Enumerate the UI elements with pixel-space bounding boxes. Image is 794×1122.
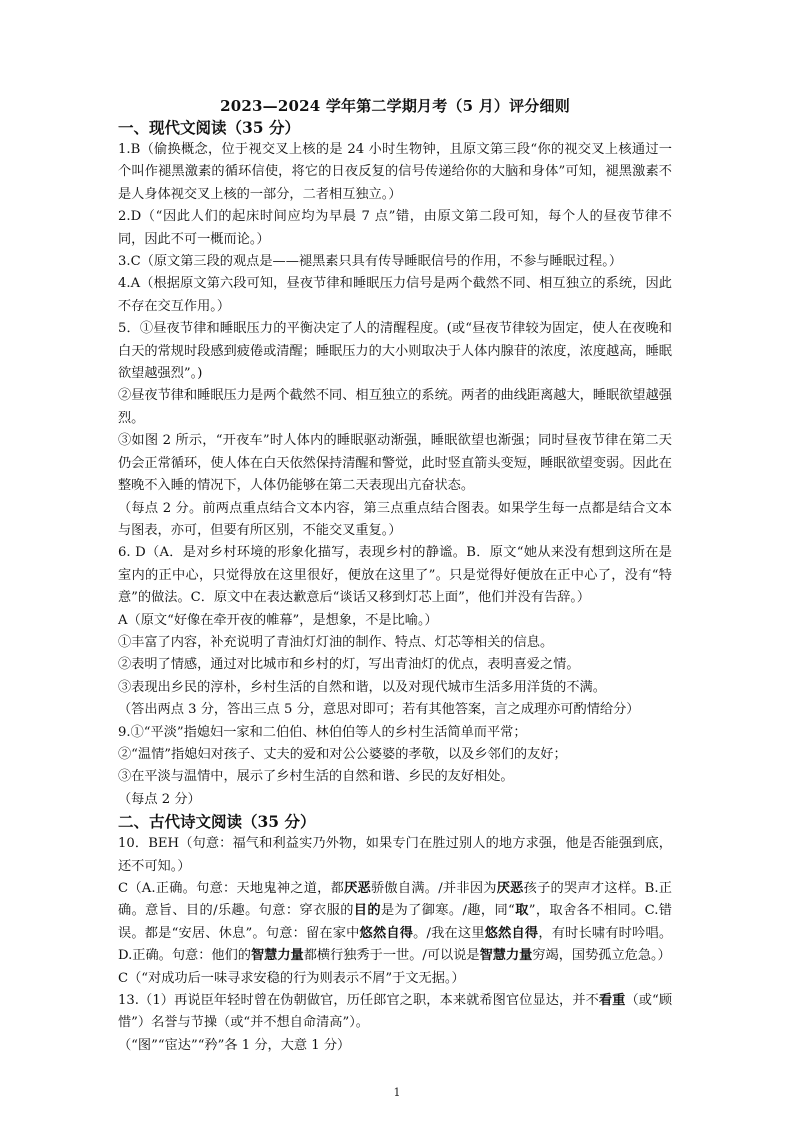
page-number: 1 — [393, 1086, 401, 1099]
section-heading: 一、现代文阅读（35 分） — [118, 118, 300, 137]
section-heading: 二、古代诗文阅读（35 分） — [118, 812, 316, 832]
answer-paragraph: 13.（1）再说臣年轻时曾在伪朝做官，历任郎官之职，本来就希图官位显达，并不看重（或“顾惜”）名誉与节操（或“并不想自命清高”）。 — [118, 993, 673, 1031]
answer-paragraph: ②昼夜节律和睡眠压力是两个截然不同、相互独立的系统。两者的曲线距离越大，睡眠欲望越强烈。 — [118, 388, 672, 426]
answer-paragraph: 4.A（根据原文第六段可知，昼夜节律和睡眠压力信号是两个截然不同、相互独立的系统，因此不存在交互作用。） — [118, 276, 672, 314]
answer-paragraph: 6. D（A．是对乡村环境的形象化描写，表现乡村的静谧。B．原文“她从来没有想到这所在是室内的正中心，只觉得放在这里很好，便放在这里了”。只是觉得好便放在正中心了，没有“特意”的做法。C．原文中在表达歉意后“谈话又移到灯芯上面”，他们并没有告辞。） — [118, 545, 672, 606]
document-title: 2023—2024 学年第二学期月考（5 月）评分细则 — [220, 97, 570, 115]
answer-paragraph: C（A.正确。句意：天地鬼神之道，都厌恶骄傲自满。/并非因为厌恶孩子的哭声才这样。B.正确。意旨、目的/乐趣。句意：穿衣服的目的是为了御寒。/趣，同“取”，取舍各不相同。C.错误。都是“安居、休息”。句意：留在家中悠然自得。/我在这里悠然自得，有时长啸有时吟唱。D.正确。句意：他们的智慧力量都横行独秀于一世。/可以说是智慧力量穷竭，国势孤立危急。） — [118, 881, 673, 964]
answer-paragraph: ②表明了情感，通过对比城市和乡村的灯，写出青油灯的优点，表明喜爱之情。 — [118, 657, 580, 673]
answer-paragraph: A（原文“好像在牵开夜的帷幕”，是想象，不是比喻。） — [118, 612, 438, 628]
answer-paragraph: C（“对成功后一味寻求安稳的行为则表示不屑”于文无据。） — [118, 970, 465, 986]
answer-paragraph: ③表现出乡民的淳朴，乡村生活的自然和谐，以及对现代城市生活多用洋货的不满。 — [118, 679, 606, 695]
answer-paragraph: ①丰富了内容，补充说明了青油灯灯油的制作、特点、灯芯等相关的信息。 — [118, 634, 554, 650]
answer-paragraph: 10．BEH（句意：福气和利益实乃外物，如果专门在胜过别人的地方求强，他是否能强到底，还不可知。） — [118, 836, 672, 874]
answer-paragraph: 9.①“平淡”指媳妇一家和二伯伯、林伯伯等人的乡村生活简单而平常； — [118, 724, 527, 740]
answer-paragraph: 1.B（偷换概念，位于视交叉上核的是 24 小时生物钟，且原文第三段“你的视交叉上核通过一个叫作褪黑激素的循环信使，将它的日夜反复的信号传递给你的大脑和身体”可知，褪黑激素不是人身体视交叉上核的一部分，二者相互独立。） — [118, 142, 672, 202]
document-body — [118, 117, 672, 1057]
answer-paragraph: （每点 2 分） — [118, 791, 201, 807]
answer-paragraph: ③如图 2 所示，“开夜车”时人体内的睡眠驱动渐强，睡眠欲望也渐强；同时昼夜节律在第二天仍会正常循环，使人体在白天依然保持清醒和警觉，此时竖直箭头变短，睡眠欲望变弱。因此在整晚不入睡的情况下，人体仍能够在第二天表现出亢奋状态。 — [118, 433, 672, 494]
answer-paragraph: ②“温情”指媳妇对孩子、丈夫的爱和对公公婆婆的孝敬，以及乡邻们的友好； — [118, 746, 567, 762]
answer-paragraph: 3.C（原文第三段的观点是——褪黑素只具有传导睡眠信号的作用，不参与睡眠过程。） — [118, 254, 623, 270]
answer-paragraph: （答出两点 3 分，答出三点 5 分，意思对即可；若有其他答案，言之成理亦可酌情给分） — [118, 702, 640, 718]
answer-paragraph: 2.D（“因此人们的起床时间应均为早晨 7 点”错，由原文第二段可知，每个人的昼夜节律不同，因此不可一概而论。） — [118, 209, 672, 247]
answer-paragraph: 5．①昼夜节律和睡眠压力的平衡决定了人的清醒程度。(或“昼夜节律较为固定，使人在夜晚和白天的常规时段感到疲倦或清醒；睡眠压力的大小则取决于人体内腺苷的浓度，浓度越高，睡眠欲望越强烈”。) — [118, 321, 672, 382]
answer-paragraph: ③在平淡与温情中，展示了乡村生活的自然和谐、乡民的友好相处。 — [118, 769, 514, 785]
answer-paragraph: （每点 2 分。前两点重点结合文本内容，第三点重点结合图表。如果学生每一点都是结合文本与图表，亦可，但要有所区别，不能交叉重复。） — [118, 500, 672, 538]
answer-paragraph: （“图”“宦达”“矜”各 1 分，大意 1 分） — [118, 1037, 351, 1053]
